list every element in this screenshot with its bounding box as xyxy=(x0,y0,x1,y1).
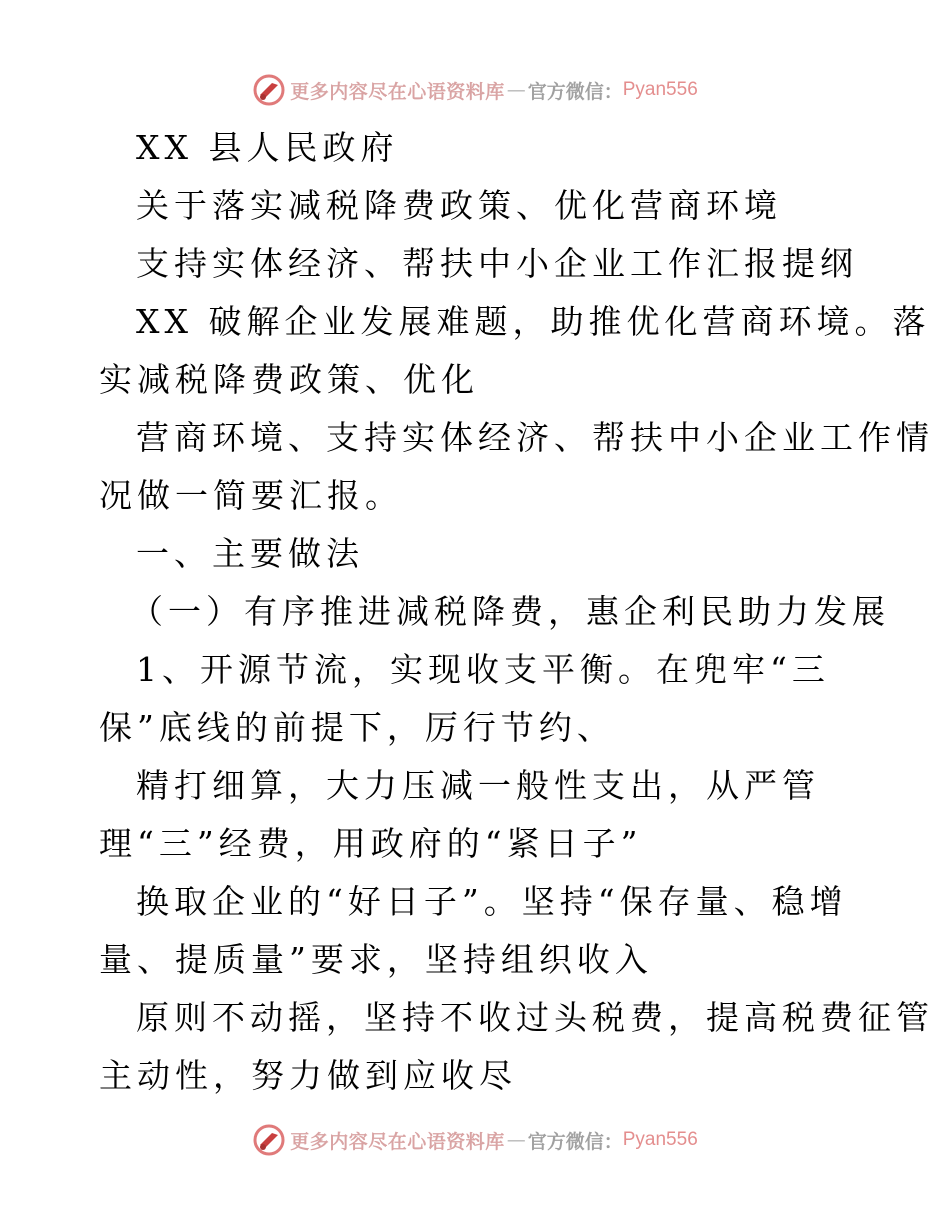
logo-seal-icon xyxy=(252,73,286,107)
watermark-wechat-label: 官方微信： xyxy=(527,80,623,103)
doc-title-line-3: 支持实体经济、帮扶中小企业工作汇报提纲 xyxy=(136,244,858,283)
doc-paragraph-line: 保”底线的前提下，厉行节约、 xyxy=(99,708,615,747)
watermark-separator: — xyxy=(506,1129,526,1151)
watermark-wechat-id: Pyan556 xyxy=(622,79,698,100)
watermark-text: 更多内容尽在心语资料库 xyxy=(290,80,505,103)
doc-paragraph-line: XX 破解企业发展难题，助推优化营商环境。落 xyxy=(136,302,931,341)
doc-section-heading: 一、主要做法 xyxy=(136,534,364,573)
doc-paragraph-line: 量、提质量”要求，坚持组织收入 xyxy=(99,940,653,979)
doc-paragraph-line: 原则不动摇，坚持不收过头税费，提高税费征管 xyxy=(136,998,934,1037)
doc-paragraph-line: 实减税降费政策、优化 xyxy=(99,360,479,399)
header-watermark xyxy=(0,70,950,110)
watermark-separator: — xyxy=(506,79,526,101)
doc-paragraph-line: 1、开源节流，实现收支平衡。在兜牢“三 xyxy=(136,650,830,689)
watermark-wechat-id: Pyan556 xyxy=(622,1129,698,1150)
doc-paragraph-line: 况做一简要汇报。 xyxy=(99,476,403,515)
logo-seal-icon xyxy=(252,1123,286,1157)
watermark-wechat-label: 官方微信： xyxy=(527,1130,623,1153)
doc-paragraph-line: 换取企业的“好日子”。坚持“保存量、稳增 xyxy=(136,882,848,921)
doc-paragraph-line: 精打细算，大力压减一般性支出，从严管 xyxy=(136,766,820,805)
doc-title-line-1: XX 县人民政府 xyxy=(136,128,399,167)
footer-watermark xyxy=(0,1120,950,1160)
doc-subsection-heading: （一）有序推进减税降费，惠企利民助力发展 xyxy=(130,592,890,631)
doc-paragraph-line: 主动性，努力做到应收尽 xyxy=(99,1056,517,1095)
doc-paragraph-line: 营商环境、支持实体经济、帮扶中小企业工作情 xyxy=(136,418,934,457)
watermark-text: 更多内容尽在心语资料库 xyxy=(290,1130,505,1153)
doc-paragraph-line: 理“三”经费，用政府的“紧日子” xyxy=(99,824,643,863)
doc-title-line-2: 关于落实减税降费政策、优化营商环境 xyxy=(136,186,782,225)
